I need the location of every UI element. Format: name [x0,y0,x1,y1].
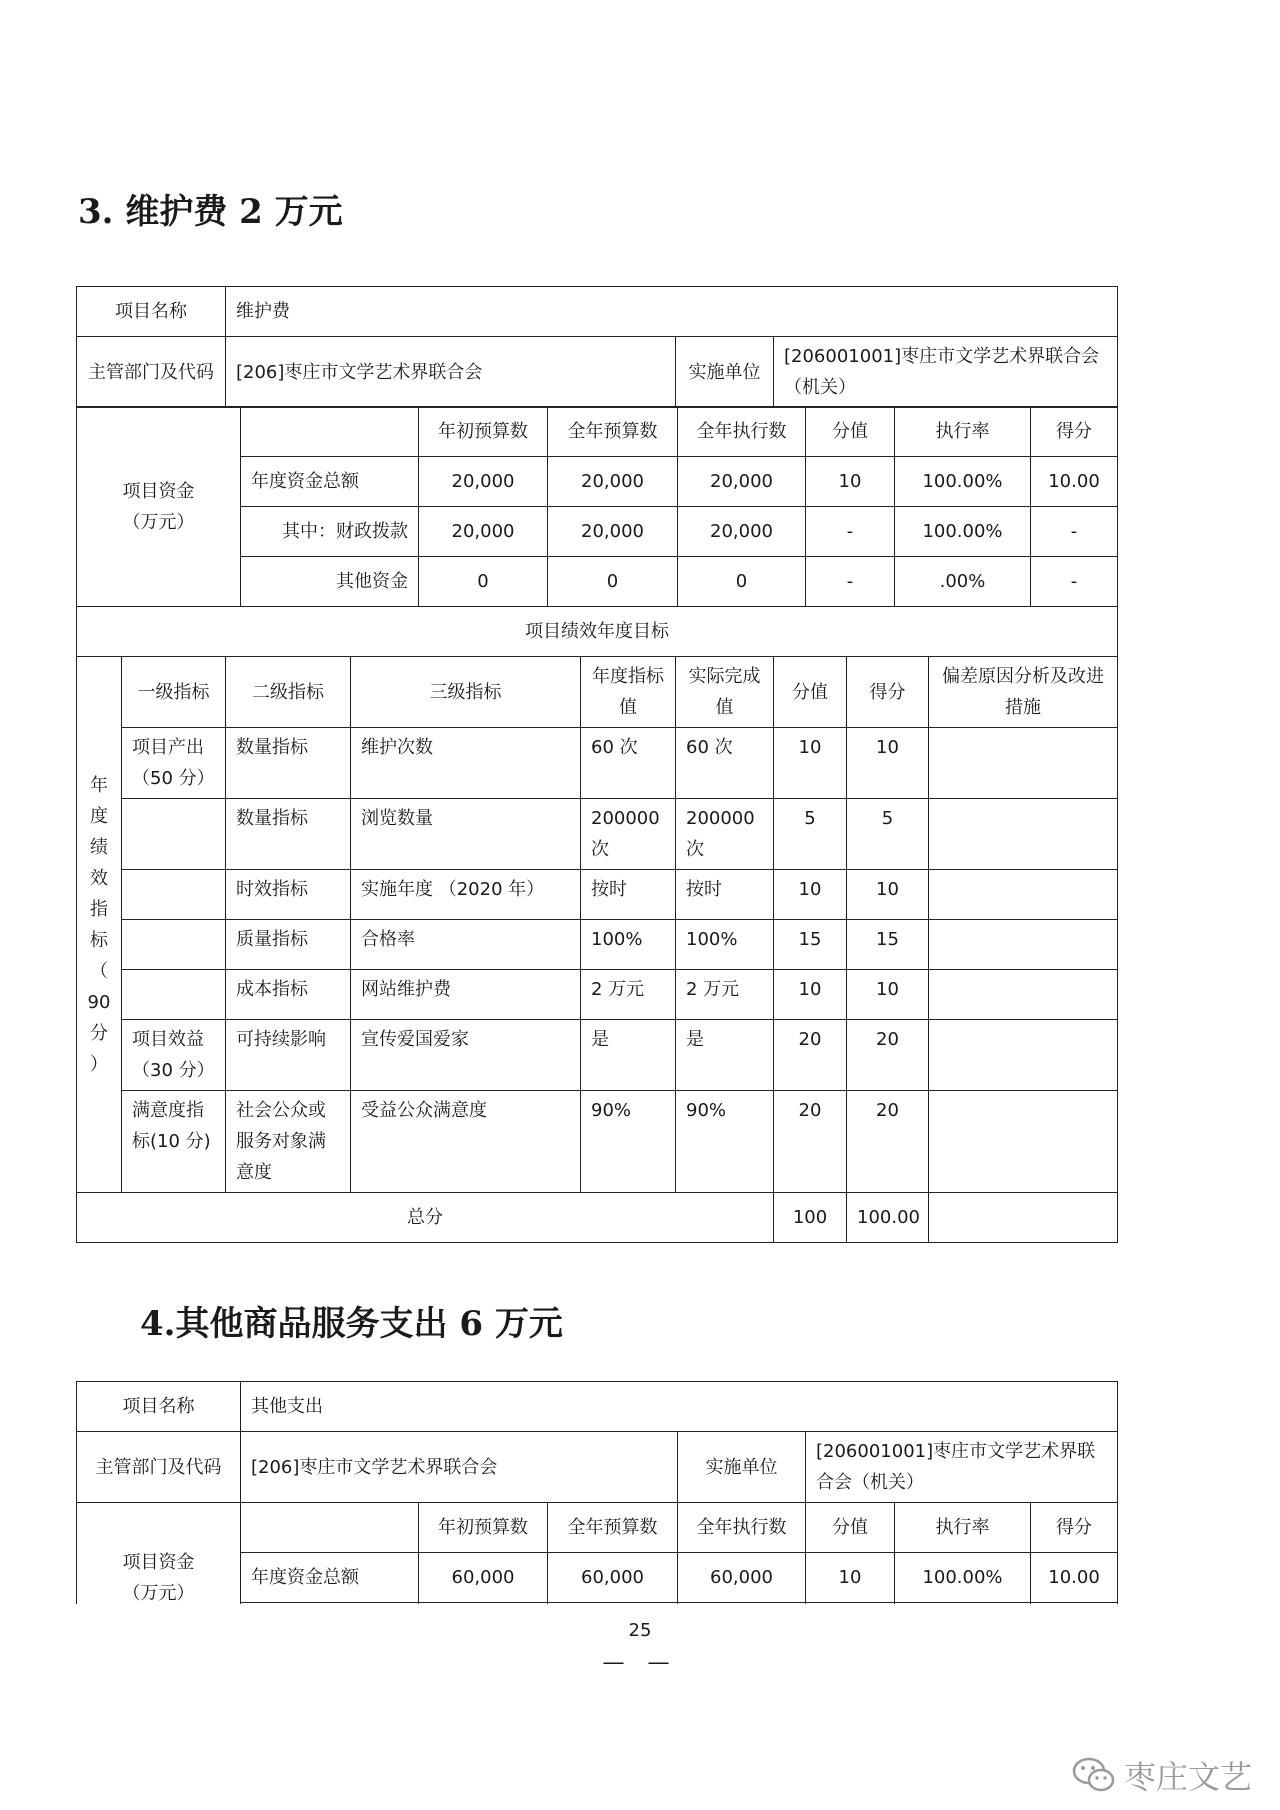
deviation-note [929,728,1118,799]
actual-value: 100% [676,920,774,970]
got-value: 15 [847,920,929,970]
fund-cell: - [1031,557,1118,607]
fund-cell: 20,000 [419,507,548,557]
fund-cell: 0 [419,557,548,607]
level2-indicator: 社会公众或服务对象满意度 [226,1091,351,1193]
project-name-value: 其他支出 [241,1382,1118,1432]
impl-value: [206001001]枣庄市文学艺术界联合会（机关） [774,337,1118,408]
indicator-header: 分值 [774,657,847,728]
got-value: 10 [847,970,929,1020]
fund-cell: 20,000 [548,457,678,507]
score-value: 10 [774,870,847,920]
section-3-title: 3. 维护费 2 万元 [78,192,343,232]
fund-cell [419,1603,548,1605]
level3-indicator: 受益公众满意度 [351,1091,581,1193]
total-got: 100.00 [847,1193,929,1243]
funds-table [76,406,1118,657]
score-value: 20 [774,1091,847,1193]
maintenance-fee-table [76,286,1118,408]
fund-row-label: 年度资金总额 [241,457,419,507]
level2-indicator: 可持续影响 [226,1020,351,1091]
fund-header: 全年预算数 [548,1503,678,1553]
fund-cell: - [806,557,895,607]
table-row [77,870,1118,920]
funds-label: 项目资金 （万元） [77,1503,241,1605]
got-value: 5 [847,799,929,870]
level2-indicator: 时效指标 [226,870,351,920]
deviation-note [929,799,1118,870]
watermark [1072,1752,1252,1798]
impl-label: 实施单位 [678,1432,806,1503]
fund-cell: .00% [895,557,1031,607]
fund-cell [895,1603,1031,1605]
level1-indicator: 项目产出（50 分） [122,728,226,799]
got-value: 10 [847,870,929,920]
fund-cell: 10 [806,457,895,507]
fund-cell: - [806,507,895,557]
other-expense-table-clip [60,1378,1140,1604]
fund-header: 执行率 [895,1503,1031,1553]
total-row [77,1193,1118,1243]
deviation-note [929,920,1118,970]
target-value: 200000 次 [581,799,676,870]
level1-indicator [122,799,226,870]
level3-indicator: 合格率 [351,920,581,970]
section-4-title: 4.其他商品服务支出 6 万元 [140,1304,563,1344]
level3-indicator: 实施年度 （2020 年） [351,870,581,920]
actual-value: 90% [676,1091,774,1193]
dept-label: 主管部门及代码 [77,1432,241,1503]
got-value: 20 [847,1091,929,1193]
fund-cell [1031,1603,1118,1605]
fund-header: 全年预算数 [548,407,678,457]
actual-value: 是 [676,1020,774,1091]
fund-header: 全年执行数 [678,1503,806,1553]
level3-indicator: 维护次数 [351,728,581,799]
fund-header: 得分 [1031,1503,1118,1553]
fund-row-label: 其他资金 [241,557,419,607]
fund-row-label: 年度资金总额 [241,1553,419,1603]
level1-indicator [122,870,226,920]
fund-cell: - [1031,507,1118,557]
fund-cell: 0 [678,557,806,607]
got-value: 20 [847,1020,929,1091]
fund-cell: 60,000 [678,1553,806,1603]
fund-cell: 0 [548,557,678,607]
actual-value: 按时 [676,870,774,920]
dept-value: [206]枣庄市文学艺术界联合会 [241,1432,678,1503]
fund-header-blank [241,407,419,457]
fund-cell: 100.00% [895,507,1031,557]
total-label: 总分 [77,1193,774,1243]
goal-title: 项目绩效年度目标 [77,607,1118,657]
fund-cell: 60,000 [548,1553,678,1603]
dept-value: [206]枣庄市文学艺术界联合会 [226,337,676,408]
fund-header: 执行率 [895,407,1031,457]
score-value: 10 [774,970,847,1020]
project-name-label: 项目名称 [77,1382,241,1432]
table-row [77,799,1118,870]
project-name-value: 维护费 [226,287,1118,337]
level1-indicator [122,970,226,1020]
fund-cell [548,1603,678,1605]
fund-cell: 10 [806,1553,895,1603]
indicator-header: 年度指标值 [581,657,676,728]
fund-header: 全年执行数 [678,407,806,457]
actual-value: 60 次 [676,728,774,799]
level2-indicator: 成本指标 [226,970,351,1020]
fund-cell: 20,000 [678,457,806,507]
target-value: 2 万元 [581,970,676,1020]
level3-indicator: 宣传爱国爱家 [351,1020,581,1091]
annual-indicator-vertical-label: 年 度 绩 效 指 标 （ 90 分 ） [77,657,122,1193]
fund-cell: 20,000 [678,507,806,557]
got-value: 10 [847,728,929,799]
level2-indicator: 数量指标 [226,728,351,799]
table-row [77,970,1118,1020]
project-name-label: 项目名称 [77,287,226,337]
page-number: 25 [628,1620,652,1641]
deviation-note [929,1020,1118,1091]
fund-cell: 100.00% [895,1553,1031,1603]
target-value: 90% [581,1091,676,1193]
indicator-header: 一级指标 [122,657,226,728]
indicators-table [76,656,1118,1243]
fund-header-blank [241,1503,419,1553]
fund-header: 得分 [1031,407,1118,457]
deviation-note [929,970,1118,1020]
deviation-note [929,1091,1118,1193]
wechat-icon [1072,1755,1116,1795]
table-row [77,1091,1118,1193]
target-value: 60 次 [581,728,676,799]
level1-indicator [122,920,226,970]
fund-cell [806,1603,895,1605]
table-row [77,1020,1118,1091]
table-row [77,920,1118,970]
total-note [929,1193,1118,1243]
table-row [77,728,1118,799]
level2-indicator: 质量指标 [226,920,351,970]
level2-indicator: 数量指标 [226,799,351,870]
indicator-header: 得分 [847,657,929,728]
score-value: 15 [774,920,847,970]
level3-indicator: 网站维护费 [351,970,581,1020]
target-value: 100% [581,920,676,970]
score-value: 10 [774,728,847,799]
indicator-header: 偏差原因分析及改进措施 [929,657,1118,728]
fund-row-label [241,1603,419,1605]
fund-cell: 60,000 [419,1553,548,1603]
impl-label: 实施单位 [676,337,774,408]
funds-label: 项目资金 （万元） [77,407,241,607]
fund-header: 分值 [806,1503,895,1553]
level3-indicator: 浏览数量 [351,799,581,870]
deviation-note [929,870,1118,920]
fund-cell [678,1603,806,1605]
fund-header: 年初预算数 [419,407,548,457]
total-score: 100 [774,1193,847,1243]
indicator-header: 实际完成值 [676,657,774,728]
level1-indicator: 项目效益（30 分） [122,1020,226,1091]
target-value: 是 [581,1020,676,1091]
level1-indicator: 满意度指标(10 分) [122,1091,226,1193]
impl-value: [206001001]枣庄市文学艺术界联合会（机关） [806,1432,1118,1503]
fund-cell: 10.00 [1031,1553,1118,1603]
watermark-text: 枣庄文艺 [1124,1758,1253,1796]
page-dashes: — — [602,1650,678,1675]
fund-cell: 20,000 [419,457,548,507]
fund-cell: 10.00 [1031,457,1118,507]
target-value: 按时 [581,870,676,920]
score-value: 5 [774,799,847,870]
fund-row-label: 其中：财政拨款 [241,507,419,557]
actual-value: 2 万元 [676,970,774,1020]
fund-header: 分值 [806,407,895,457]
fund-cell: 20,000 [548,507,678,557]
actual-value: 200000 次 [676,799,774,870]
fund-cell: 100.00% [895,457,1031,507]
indicator-header: 三级指标 [351,657,581,728]
indicator-header: 二级指标 [226,657,351,728]
other-expense-table [76,1381,1118,1604]
score-value: 20 [774,1020,847,1091]
fund-header: 年初预算数 [419,1503,548,1553]
dept-label: 主管部门及代码 [77,337,226,408]
